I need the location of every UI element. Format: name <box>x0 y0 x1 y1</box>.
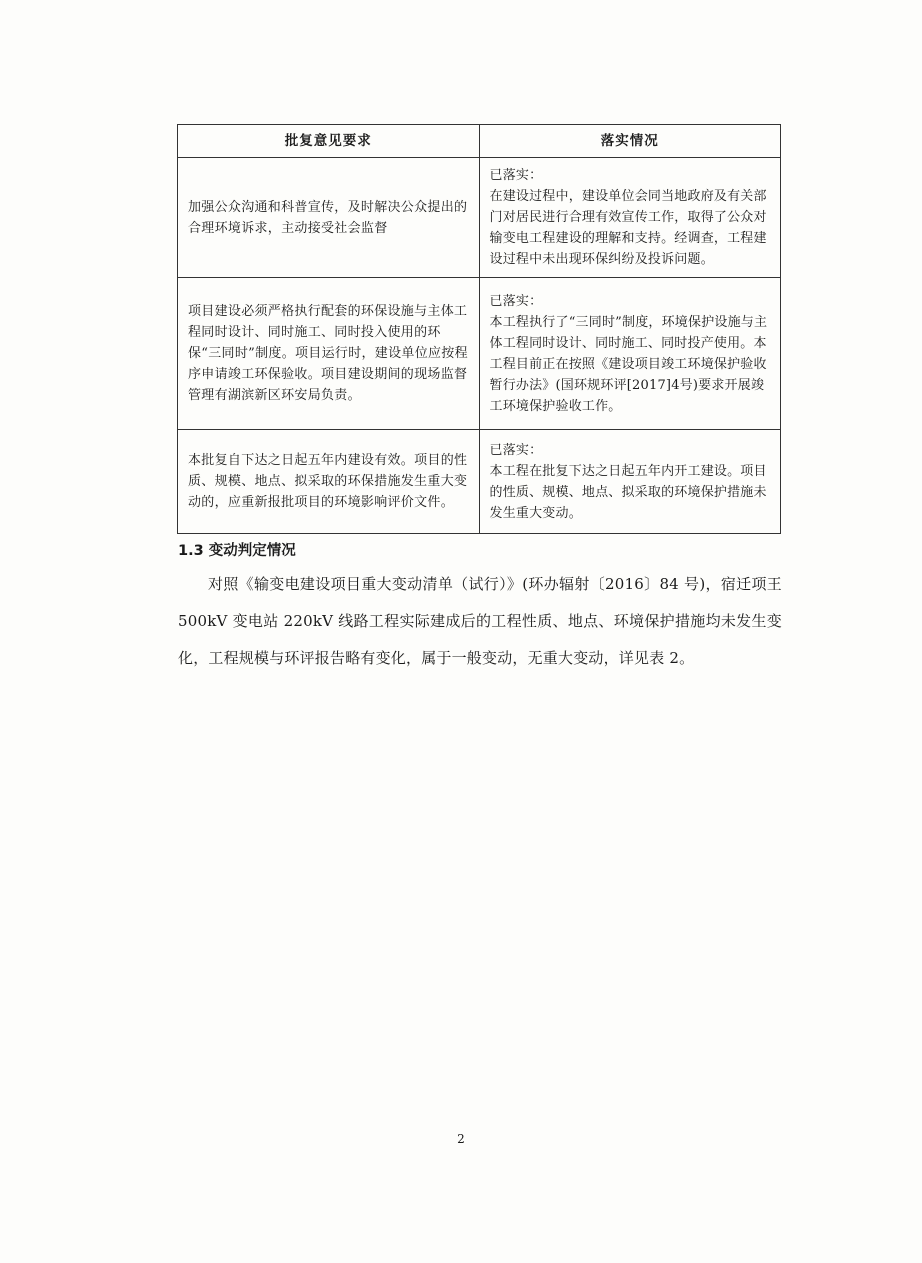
table-header-row <box>178 125 781 158</box>
table-row <box>178 430 781 534</box>
requirement-cell: 本批复自下达之日起五年内建设有效。项目的性质、规模、地点、拟采取的环保措施发生重大变动的，应重新报批项目的环境影响评价文件。 <box>178 430 480 534</box>
approval-implementation-table <box>177 124 781 534</box>
header-requirement: 批复意见要求 <box>178 125 480 158</box>
page-number: 2 <box>457 1132 465 1146</box>
table-row <box>178 158 781 278</box>
implementation-cell <box>479 430 781 534</box>
implementation-detail: 本工程在批复下达之日起五年内开工建设。项目的性质、规模、地点、拟采取的环境保护措施未发生重大变动。 <box>489 463 767 521</box>
implementation-cell <box>479 158 781 278</box>
header-implementation: 落实情况 <box>479 125 781 158</box>
section-heading: 1.3 变动判定情况 <box>178 543 296 559</box>
body-paragraph: 对照《输变电建设项目重大变动清单（试行）》(环办辐射〔2016〕84 号)，宿迁项王 500kV 变电站 220kV 线路工程实际建成后的工程性质、地点、环境保护措施均未发生变化，工程规模与环评报告略有变化，属于一般变动，无重大变动，详见表 2。 <box>178 575 782 667</box>
implementation-detail: 本工程执行了“三同时”制度，环境保护设施与主体工程同时设计、同时施工、同时投产使用。本工程目前正在按照《建设项目竣工环境保护验收暂行办法》(国环规环评[2017]4号)要求开展竣工环境保护验收工作。 <box>489 314 768 414</box>
implementation-status: 已落实： <box>489 168 543 183</box>
requirement-cell: 加强公众沟通和科普宣传，及时解决公众提出的合理环境诉求，主动接受社会监督 <box>178 158 480 278</box>
requirement-cell: 项目建设必须严格执行配套的环保设施与主体工程同时设计、同时施工、同时投入使用的环保“三同时”制度。项目运行时，建设单位应按程序申请竣工环保验收。项目建设期间的现场监督管理有湖滨新区环安局负责。 <box>178 278 480 430</box>
implementation-status: 已落实： <box>489 293 543 309</box>
table-row <box>178 278 781 430</box>
implementation-status: 已落实： <box>489 442 543 458</box>
implementation-detail: 在建设过程中，建设单位会同当地政府及有关部门对居民进行合理有效宣传工作，取得了公众对输变电工程建设的理解和支持。经调查，工程建设过程中未出现环保纠纷及投诉问题。 <box>489 189 767 267</box>
implementation-cell <box>479 278 781 430</box>
